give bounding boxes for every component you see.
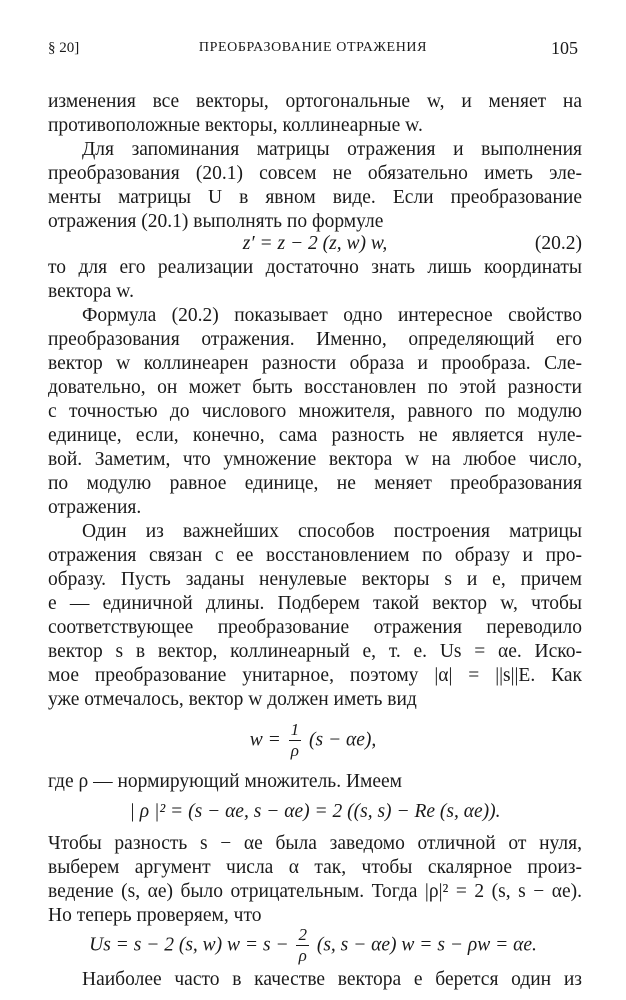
formula-us-rhs: (s, s − αe) w = s − ρw = αe. xyxy=(316,934,537,956)
formula-w-lhs: w = xyxy=(249,729,281,751)
text-line: образу. Пусть заданы ненулевые векторы s и e, причем xyxy=(48,569,582,590)
text-line: Чтобы разность s − αe была заведомо отличной от нуля, xyxy=(48,833,582,854)
text-line: менты матрицы U в явном виде. Если преобразование xyxy=(48,187,582,208)
text-line: изменения все векторы, ортогональные w, и меняет на xyxy=(48,91,582,112)
text-line: единице, если, конечно, сама разность не является нуле- xyxy=(48,425,582,446)
formula-us xyxy=(0,925,626,966)
formula-20-2: z′ = z − 2 (z, w) w, xyxy=(242,233,388,254)
text-line: с точностью до числового множителя, равного по модулю xyxy=(48,401,582,422)
text-line: противоположные векторы, коллинеарные w. xyxy=(48,115,423,136)
fraction-numerator: 2 xyxy=(298,925,307,944)
text-line: где ρ — нормирующий множитель. Имеем xyxy=(48,771,403,792)
fraction xyxy=(296,925,309,966)
text-line: Но теперь проверяем, что xyxy=(48,905,262,926)
text-line: отражения. xyxy=(48,497,142,518)
text-line: отражения связан с ее восстановлением по образу и про- xyxy=(48,545,582,566)
text-line: Наиболее часто в качестве вектора e берется один из xyxy=(82,969,582,990)
fraction-denominator: ρ xyxy=(298,946,307,965)
text-line: ведение (s, αe) было отрицательным. Тогда |ρ|² = 2 (s, s − αe). xyxy=(48,881,582,902)
text-line: вектор w коллинеарен разности образа и прообраза. Сле- xyxy=(48,353,582,374)
fraction xyxy=(289,720,302,761)
equation-number: (20.2) xyxy=(534,233,582,254)
page-number: 105 xyxy=(551,38,578,58)
text-line: мое преобразование унитарное, поэтому |α| = ||s||E. Как xyxy=(48,665,582,686)
text-line: то для его реализации достаточно знать лишь координаты xyxy=(48,257,582,278)
text-line: вектора w. xyxy=(48,281,134,302)
text-line: отражения (20.1) выполнять по формуле xyxy=(48,211,384,232)
text-line: довательно, он может быть восстановлен по этой разности xyxy=(48,377,582,398)
formula-us-lhs: Us = s − 2 (s, w) w = s − xyxy=(89,934,289,956)
text-line: преобразования (20.1) совсем не обязательно иметь эле- xyxy=(48,163,582,184)
text-line: выберем аргумент числа α так, чтобы скалярное произ- xyxy=(48,857,582,878)
text-line: преобразования отражения. Именно, определяющий его xyxy=(48,329,582,350)
running-title: ПРЕОБРАЗОВАНИЕ ОТРАЖЕНИЯ xyxy=(198,40,428,55)
text-line: Формула (20.2) показывает одно интересное свойство xyxy=(82,305,582,326)
text-line: e — единичной длины. Подберем такой вектор w, чтобы xyxy=(48,593,582,614)
text-line: по модулю равное единице, не меняет преобразования xyxy=(48,473,582,494)
fraction-denominator: ρ xyxy=(290,741,299,760)
text-line: соответствующее преобразование отражения переводило xyxy=(48,617,582,638)
formula-w xyxy=(0,720,626,761)
fraction-numerator: 1 xyxy=(290,720,300,739)
text-line: вектор s в вектор, коллинеарный e, т. е. Us = αe. Иско- xyxy=(48,641,582,662)
formula-rho: | ρ |² = (s − αe, s − αe) = 2 ((s, s) − Re (s, αe)). xyxy=(129,801,501,822)
section-marker: § 20] xyxy=(48,40,80,56)
text-line: уже отмечалось, вектор w должен иметь вид xyxy=(48,689,417,710)
text-line: Для запоминания матрицы отражения и выполнения xyxy=(82,139,582,160)
text-line: Один из важнейших способов построения матрицы xyxy=(82,521,582,542)
text-line: вой. Заметим, что умножение вектора w на любое число, xyxy=(48,449,582,470)
formula-w-rhs: (s − αe), xyxy=(309,729,377,751)
